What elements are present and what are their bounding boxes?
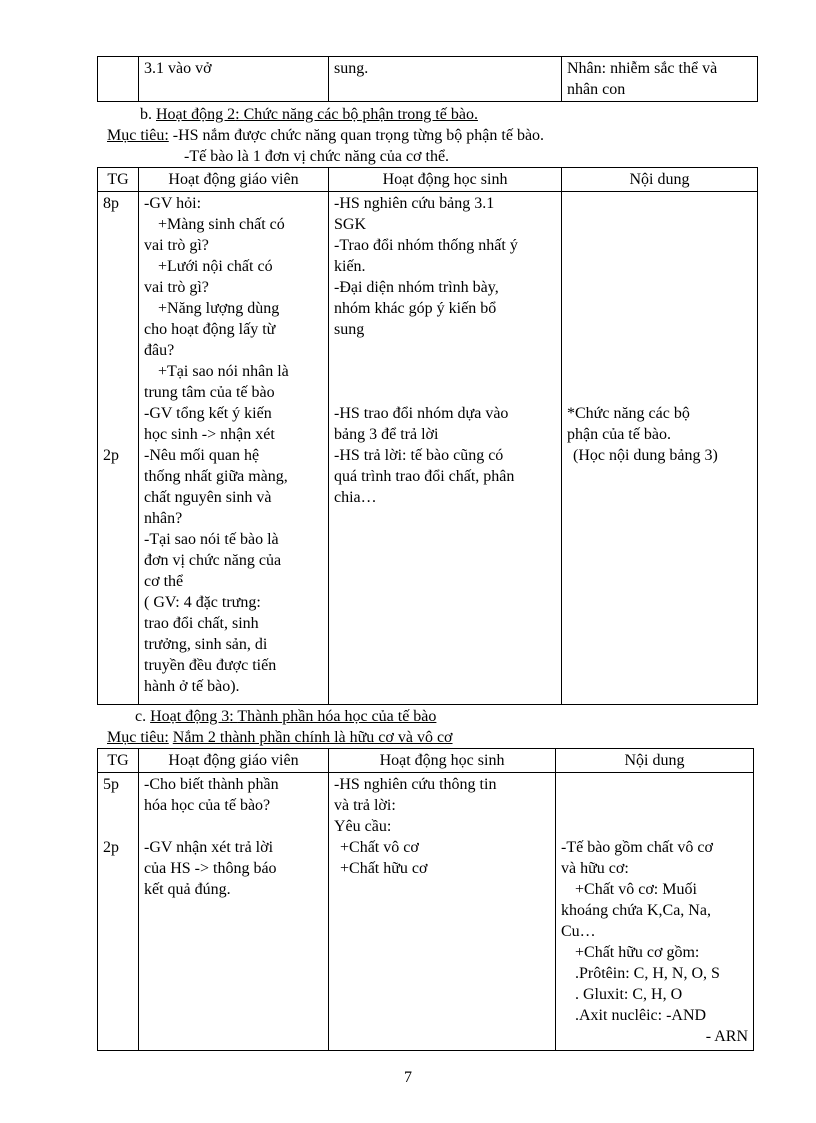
text-line: sung	[334, 321, 365, 338]
activity-2-table	[97, 167, 758, 705]
text-line: +Chất hữu cơ	[340, 860, 428, 877]
header-tg: TG	[98, 168, 139, 192]
text-line: hành ở tế bào).	[144, 678, 240, 695]
text-line: trưởng, sinh sản, di	[144, 636, 268, 653]
text-line: của HS -> thông báo	[144, 860, 277, 877]
text-line: -HS nghiên cứu thông tin	[334, 776, 497, 793]
section-title: Thành phần hóa học của tế bào	[237, 708, 437, 725]
text-line: nhân?	[144, 510, 183, 527]
text-line: kết quả đúng.	[144, 881, 231, 898]
text-line: -GV nhận xét trả lời	[144, 839, 274, 856]
text-line: +Năng lượng dùng	[158, 300, 280, 317]
text-line: -Tại sao nói tế bào là	[144, 531, 279, 548]
section-label: Hoạt động 3	[150, 708, 230, 725]
goal-text: Nắm 2 thành phần chính là hữu cơ và vô cơ	[172, 729, 453, 746]
header-teacher: Hoạt động giáo viên	[139, 168, 329, 192]
goal-line-3	[107, 727, 453, 748]
text-line: khoáng chứa K,Ca, Na,	[561, 902, 711, 919]
text-line: thống nhất giữa màng,	[144, 468, 288, 485]
text-line: (Học nội dung bảng 3)	[573, 447, 718, 464]
student-cell	[329, 773, 556, 1051]
header-student: Hoạt động học sinh	[329, 749, 556, 773]
header-tg: TG	[98, 749, 139, 773]
table-row	[98, 57, 758, 102]
header-student: Hoạt động học sinh	[329, 168, 562, 192]
text-line: -HS nghiên cứu bảng 3.1	[334, 195, 495, 212]
text-line: phận của tế bào.	[567, 426, 671, 443]
text-line: 2p	[103, 839, 119, 856]
text-line: chia…	[334, 489, 377, 506]
text-line: -Trao đổi nhóm thống nhất ý	[334, 237, 518, 254]
activity-3-table	[97, 748, 754, 1051]
text-line: -GV tổng kết ý kiến	[144, 405, 272, 422]
text-line: -HS trả lời: tế bào cũng có	[334, 447, 504, 464]
text-line: 5p	[103, 776, 119, 793]
goal-line-1	[107, 125, 544, 146]
text-line: SGK	[334, 216, 367, 233]
text-line: Yêu cầu:	[334, 818, 392, 835]
student-cell	[329, 192, 562, 705]
text-line: đâu?	[144, 342, 175, 359]
header-content: Nội dung	[562, 168, 758, 192]
table-header-row	[98, 749, 754, 773]
table-cell	[98, 57, 139, 102]
section-label: Hoạt động 2	[156, 106, 236, 123]
time-cell	[98, 773, 139, 1051]
text-line: +Chất vô cơ	[340, 839, 419, 856]
text-line: cho hoạt động lấy từ	[144, 321, 276, 338]
text-line: quá trình trao đổi chất, phân	[334, 468, 515, 485]
goal-label: Mục tiêu:	[107, 729, 169, 746]
goal-label: Mục tiêu:	[107, 127, 169, 144]
text-line: +Màng sinh chất có	[158, 216, 285, 233]
text-line: ( GV: 4 đặc trưng:	[144, 594, 261, 611]
page-number: 7	[404, 1069, 412, 1086]
text-line: *Chức năng các bộ	[567, 405, 690, 422]
table-cell: Nhân: nhiễm sắc thể và nhân con	[562, 57, 758, 102]
text-line: +Chất vô cơ: Muối	[575, 881, 697, 898]
continued-table	[97, 56, 758, 102]
text-line: trung tâm của tế bào	[144, 384, 275, 401]
text-line: nhóm khác góp ý kiến bổ	[334, 300, 497, 317]
text-line: . Gluxit: C, H, O	[575, 986, 683, 1003]
text-line: -Tế bào gồm chất vô cơ	[561, 839, 713, 856]
text-line: -Đại diện nhóm trình bày,	[334, 279, 499, 296]
section-heading-2: b. Hoạt động 2: Chức năng các bộ phận trong tế bào.	[140, 106, 478, 123]
text-line: học sinh -> nhận xét	[144, 426, 275, 443]
text-line: 2p	[103, 447, 119, 464]
table-row	[98, 773, 754, 1051]
text-line: trao đổi chất, sinh	[144, 615, 259, 632]
text-line: truyền đều được tiến	[144, 657, 277, 674]
text-line: kiến.	[334, 258, 366, 275]
text-line: và trả lời:	[334, 797, 396, 814]
text-line: Cu…	[561, 923, 596, 940]
text-line: cơ thể	[144, 573, 184, 590]
text-line: chất nguyên sinh và	[144, 489, 272, 506]
text-line: vai trò gì?	[144, 237, 209, 254]
text-line: bảng 3 để trả lời	[334, 426, 439, 443]
text-line: +Chất hữu cơ gồm:	[575, 944, 700, 961]
text-line: hóa học của tế bào?	[144, 797, 271, 814]
table-row	[98, 192, 758, 705]
section-title: Chức năng các bộ phận trong tế bào.	[243, 106, 478, 123]
text-line: - ARN	[705, 1028, 748, 1045]
text-line: .Prôtêin: C, H, N, O, S	[575, 965, 720, 982]
table-header-row	[98, 168, 758, 192]
content-cell	[562, 192, 758, 705]
text-line: và hữu cơ:	[561, 860, 629, 877]
text-line: đơn vị chức năng của	[144, 552, 282, 569]
section-heading-3: c. Hoạt động 3: Thành phần hóa học của tế bào	[135, 708, 437, 725]
goal-text: -HS nắm được chức năng quan trọng từng bộ phận tế bào.	[172, 127, 545, 144]
content-cell	[556, 773, 754, 1051]
text-line: -Nêu mối quan hệ	[144, 447, 260, 464]
text-line: -Cho biết thành phần	[144, 776, 279, 793]
text-line: 8p	[103, 195, 119, 212]
table-cell: sung.	[329, 57, 562, 102]
table-cell: 3.1 vào vở	[139, 57, 329, 102]
header-teacher: Hoạt động giáo viên	[139, 749, 329, 773]
text-line: -GV hỏi:	[144, 195, 202, 212]
teacher-cell	[139, 773, 329, 1051]
text-line: .Axit nuclêic: -AND	[575, 1007, 707, 1024]
text-line: +Tại sao nói nhân là	[158, 363, 289, 380]
time-cell	[98, 192, 139, 705]
text-line: +Lưới nội chất có	[158, 258, 273, 275]
text-line: vai trò gì?	[144, 279, 209, 296]
text-line: -HS trao đổi nhóm dựa vào	[334, 405, 509, 422]
goal-line-2: -Tế bào là 1 đơn vị chức năng của cơ thể.	[184, 148, 450, 165]
header-content: Nội dung	[556, 749, 754, 773]
teacher-cell	[139, 192, 329, 705]
